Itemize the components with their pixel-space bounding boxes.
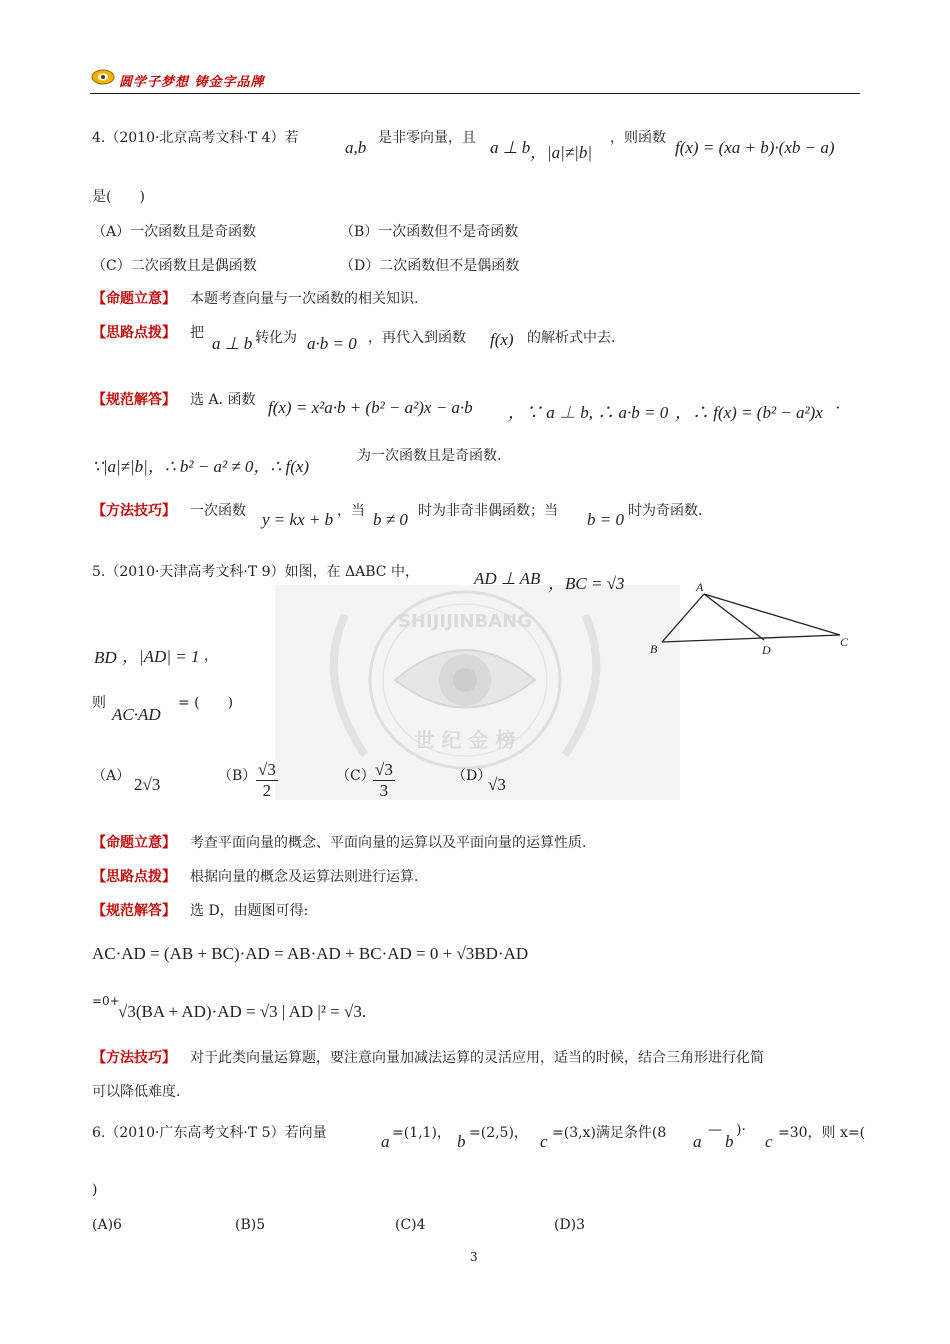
q5-option-a-label: （A） [92, 768, 131, 784]
q6-var-c: c [540, 1132, 548, 1151]
watermark-top-text: SHIJIJINBANG [397, 611, 533, 632]
q5-m4: ，|AD| = 1 [122, 647, 200, 666]
q5-option-a-value: 2√3 [134, 775, 161, 794]
q5-stem-a: 5.（2010·天津高考文科·T 9）如图，在 ΔABC 中， [92, 564, 419, 580]
q4-silu-m2: a·b = 0 [307, 334, 357, 353]
q5-mingti-label: 【命题立意】 [92, 835, 176, 851]
q4-silu-d: 的解析式中去. [527, 330, 616, 346]
q5-m3: BD [94, 648, 117, 667]
q6-minus: — [708, 1122, 722, 1138]
header-rule [90, 93, 860, 94]
q4-fangfa-d: 时为奇函数. [628, 503, 703, 519]
triangle-figure [648, 578, 858, 658]
q4-fangfa-a: 一次函数 [190, 503, 246, 519]
q4-silu-m3: f(x) [490, 330, 514, 349]
q5-equation-2-prefix: =0+ [92, 994, 120, 1008]
figure-label-a: A [696, 580, 704, 594]
q5-guifan-text: 选 D，由题图可得: [190, 903, 309, 919]
q5-fangfa-text-1: 对于此类向量运算题，要注意向量加减法运算的灵活应用，适当的时候，结合三角形进行化简 [190, 1050, 764, 1066]
q5-option-d-label: （D） [452, 768, 492, 784]
q5-ze: 则 [92, 695, 106, 711]
q4-mingti-text: 本题考查向量与一次函数的相关知识. [190, 291, 419, 307]
q5-option-c-num: √3 [375, 760, 393, 779]
q4-cond1: a ⊥ b [490, 138, 531, 157]
q4-option-b: （B）一次函数但不是奇函数 [340, 224, 519, 240]
q6-var-b: b [457, 1132, 466, 1151]
q5-option-b-label: （B） [218, 768, 257, 784]
q4-fangfa-c: 时为非奇非偶函数；当 [418, 503, 558, 519]
q6-paren-dot: )· [736, 1122, 746, 1138]
q4-line2-text: 为一次函数且是奇函数. [357, 448, 502, 464]
q5-m1: AD ⊥ AB [474, 569, 541, 588]
q6-b-value: =(2,5)， [469, 1125, 528, 1141]
q4-line2-math: ∵|a|≠|b|，∴ b² − a² ≠ 0，∴ f(x) [92, 457, 310, 476]
q4-silu-a: 把 [190, 325, 204, 341]
q4-fangfa-m1: y = kx + b [262, 510, 334, 529]
q5-equation-2: √3(BA + AD)·AD = √3 | AD |² = √3. [118, 1002, 367, 1021]
q4-stem-b: 是非零向量，且 [378, 130, 476, 146]
q5-mingti-text: 考查平面向量的概念、平面向量的运算以及平面向量的运算性质. [190, 835, 587, 851]
q5-guifan-label: 【规范解答】 [92, 903, 176, 919]
q5-option-b-num: √3 [258, 760, 276, 779]
q5-fangfa-label: 【方法技巧】 [92, 1050, 176, 1066]
q5-silu-text: 根据向量的概念及运算法则进行运算. [190, 869, 419, 885]
q6-option-d: (D)3 [554, 1217, 586, 1233]
q6-stem-a: 6.（2010·广东高考文科·T 5）若向量 [92, 1125, 327, 1141]
figure-label-b: B [650, 642, 658, 656]
figure-label-d: D [762, 643, 771, 657]
q6-var-b2: b [725, 1132, 734, 1151]
q4-guifan-m2: ，∵ a ⊥ b, ∴ a·b = 0 [508, 403, 669, 422]
q6-close: ) [92, 1182, 98, 1198]
q5-equation-1: AC·AD = (AB + BC)·AD = AB·AD + BC·AD = 0 + √3BD·AD [92, 944, 529, 963]
q4-silu-m1: a ⊥ b [212, 334, 253, 353]
q5-m4-end: ， [204, 648, 218, 664]
q5-eq: = ( ) [178, 695, 234, 711]
q4-option-d: （D）二次函数但不是偶函数 [340, 258, 520, 274]
q4-func: f(x) = (xa + b)·(xb − a) [675, 138, 835, 157]
q6-c-value: =(3,x)满足条件(8 [552, 1125, 667, 1141]
q5-option-c-den: 3 [379, 781, 389, 800]
q6-option-b: (B)5 [235, 1217, 266, 1233]
q6-var-c2: c [765, 1132, 773, 1151]
q4-stem-d: 是( ) [92, 189, 145, 205]
q5-fangfa-text-2: 可以降低难度. [92, 1084, 181, 1100]
q4-fangfa-b: ，当 [337, 503, 365, 519]
q5-option-c-label: （C） [336, 768, 375, 784]
q6-eq30: =30，则 x=( [778, 1125, 866, 1141]
logo-icon [90, 66, 116, 86]
q4-stem-a: 4.（2010·北京高考文科·T 4）若 [92, 130, 299, 146]
q4-mingti-label: 【命题立意】 [92, 291, 176, 307]
q5-option-b-frac [256, 760, 278, 801]
q5-option-d-value: √3 [488, 775, 506, 794]
header-slogan: 圆学子梦想 铸金字品牌 [119, 75, 265, 90]
q5-option-b-den: 2 [262, 781, 272, 800]
q4-option-a: （A）一次函数且是奇函数 [92, 224, 257, 240]
q4-guifan-label: 【规范解答】 [92, 392, 176, 408]
q4-silu-b: 转化为 [255, 330, 297, 346]
q5-option-c-frac [373, 760, 395, 801]
page-number: 3 [470, 1250, 478, 1264]
q4-cond2: ，|a|≠|b| [530, 143, 593, 162]
figure-label-c: C [840, 635, 849, 649]
q4-fangfa-m3: b = 0 [587, 510, 624, 529]
q6-option-c: (C)4 [395, 1217, 426, 1233]
q4-guifan-a: 选 A. 函数 [190, 392, 256, 408]
q6-option-a: (A)6 [92, 1217, 122, 1233]
q4-fangfa-label: 【方法技巧】 [92, 503, 176, 519]
q4-guifan-m1: f(x) = x²a·b + (b² − a²)x − a·b [268, 398, 473, 417]
q5-m2: ，BC = √3 [548, 574, 625, 593]
q5-silu-label: 【思路点拨】 [92, 869, 176, 885]
q6-a-value: =(1,1)， [392, 1125, 451, 1141]
q6-var-a: a [381, 1132, 390, 1151]
q6-var-a2: a [693, 1132, 702, 1151]
q4-fangfa-m2: b ≠ 0 [373, 510, 408, 529]
q4-stem-c: ，则函数 [610, 130, 666, 146]
q4-option-c: （C）二次函数且是偶函数 [92, 258, 257, 274]
q4-guifan-m3-dot: · [835, 398, 841, 417]
q4-silu-label: 【思路点拨】 [92, 325, 176, 341]
watermark-bottom-text: 世 纪 金 榜 [414, 728, 516, 752]
q5-m5: AC·AD [112, 705, 161, 724]
q4-silu-c: ，再代入到函数 [368, 330, 466, 346]
q4-vars: a,b [345, 138, 367, 157]
q4-guifan-m3: ，∴ f(x) = (b² − a²)x [675, 403, 823, 422]
